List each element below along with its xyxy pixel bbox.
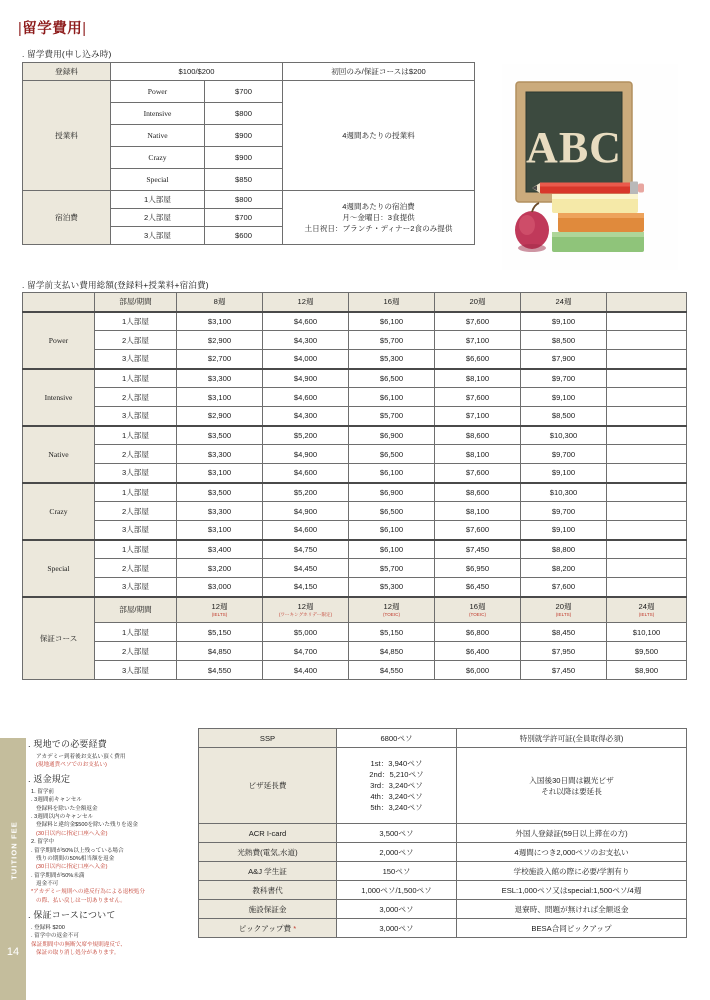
table-row xyxy=(23,623,687,642)
guarantee-week-header: 16週 (TOEIC) xyxy=(435,597,521,623)
room-type: 3人部屋 xyxy=(95,407,177,426)
price-cell: $5,700 xyxy=(349,331,435,350)
table-row xyxy=(23,407,687,426)
price-cell: $6,900 xyxy=(349,483,435,502)
price-cell: $3,300 xyxy=(177,369,263,388)
expense-item-label: A&J 学生証 xyxy=(199,862,337,881)
table-row xyxy=(23,350,687,369)
price-cell: $2,700 xyxy=(177,350,263,369)
price-cell: $5,000 xyxy=(263,623,349,642)
guarantee-week-subnote: (TOEIC) xyxy=(468,612,486,618)
price-cell: $4,300 xyxy=(263,407,349,426)
price-cell: $7,100 xyxy=(435,407,521,426)
blank-cell xyxy=(607,369,687,388)
price-cell: $3,400 xyxy=(177,540,263,559)
table-row xyxy=(23,191,475,209)
price-cell: $4,700 xyxy=(263,642,349,661)
course-name: Crazy xyxy=(111,147,205,169)
price-cell: $9,100 xyxy=(521,464,607,483)
table-row xyxy=(23,63,475,81)
expense-amount: 150ペソ xyxy=(337,862,457,881)
notes-line: . 留学中の返金不可 xyxy=(31,933,79,940)
price-cell: $4,000 xyxy=(263,350,349,369)
room-type: 2人部屋 xyxy=(95,559,177,578)
room-type: 3人部屋 xyxy=(95,464,177,483)
price-cell: $3,100 xyxy=(177,521,263,540)
notes-line: 2. 留学中 xyxy=(31,839,55,846)
price-cell: $6,600 xyxy=(435,350,521,369)
notes-line: . 留学期間が50%以上残っている場合 xyxy=(31,847,124,854)
course-price: $900 xyxy=(205,147,283,169)
price-cell: $6,500 xyxy=(349,502,435,521)
course-name: Power xyxy=(111,81,205,103)
price-cell: $4,150 xyxy=(263,578,349,597)
expense-amount: 3,000ペソ xyxy=(337,919,457,938)
registration-fee-value: $100/$200 xyxy=(111,63,283,81)
room-type: 1人部屋 xyxy=(95,312,177,331)
notes-panel xyxy=(28,738,194,957)
room-type: 2人部屋 xyxy=(95,331,177,350)
room-type: 1人部屋 xyxy=(95,540,177,559)
page-title xyxy=(18,17,87,38)
price-cell: $4,300 xyxy=(263,331,349,350)
table-row xyxy=(199,729,687,748)
expense-item-label: SSP xyxy=(199,729,337,748)
guarantee-week-subnote: (IELTS) xyxy=(211,612,228,618)
blank-cell xyxy=(607,578,687,597)
title-bar-right: | xyxy=(82,21,87,37)
guarantee-week-header: 12週 (TOEIC) xyxy=(349,597,435,623)
course-price: $900 xyxy=(205,125,283,147)
table-row xyxy=(23,642,687,661)
price-cell: $2,900 xyxy=(177,331,263,350)
price-cell: $3,200 xyxy=(177,559,263,578)
course-name: Intensive xyxy=(111,103,205,125)
table-row xyxy=(199,748,687,824)
room-type: 2人部屋 xyxy=(95,502,177,521)
room-type: 1人部屋 xyxy=(95,623,177,642)
blank-cell xyxy=(607,312,687,331)
room-period-header: 部屋/期間 xyxy=(95,597,177,623)
price-cell: $9,100 xyxy=(521,521,607,540)
price-cell: $4,850 xyxy=(349,642,435,661)
price-cell: $7,600 xyxy=(435,521,521,540)
price-cell: $3,100 xyxy=(177,388,263,407)
expense-amount: 1,000ペソ/1,500ペソ xyxy=(337,881,457,900)
price-cell: $9,700 xyxy=(521,445,607,464)
page-title-text: 留学費用 xyxy=(22,21,83,37)
blank-cell xyxy=(607,350,687,369)
price-cell: $3,300 xyxy=(177,502,263,521)
table-row xyxy=(23,578,687,597)
expense-amount: 3,500ペソ xyxy=(337,824,457,843)
notes-line: 残りの期間の50%相当額を返金 xyxy=(36,855,115,862)
price-cell: $6,450 xyxy=(435,578,521,597)
price-cell: $9,100 xyxy=(521,388,607,407)
price-cell: $8,600 xyxy=(435,426,521,445)
notes-heading: . 保証コースについて xyxy=(28,910,116,921)
notes-heading: . 現地での必要経費 xyxy=(28,739,108,749)
price-cell: $6,400 xyxy=(435,642,521,661)
price-cell: $10,300 xyxy=(521,426,607,445)
price-cell: $8,100 xyxy=(435,502,521,521)
table-row xyxy=(23,559,687,578)
price-cell: $3,500 xyxy=(177,483,263,502)
expense-description: BESA合同ピックアップ xyxy=(457,919,687,938)
course-name: Native xyxy=(23,426,95,483)
application-fee-table xyxy=(22,62,475,245)
table-row xyxy=(23,369,687,388)
price-cell: $3,500 xyxy=(177,426,263,445)
blank-cell xyxy=(607,540,687,559)
notes-line: の際、払い戻しは一切ありません。 xyxy=(36,897,126,904)
week-column-header: 8週 xyxy=(177,293,263,312)
price-cell: $9,700 xyxy=(521,369,607,388)
page-number: 14 xyxy=(6,946,20,958)
expense-amount: 6800ペソ xyxy=(337,729,457,748)
price-cell: $8,900 xyxy=(607,661,687,680)
price-cell: $9,500 xyxy=(607,642,687,661)
course-price: $700 xyxy=(205,81,283,103)
blank-cell xyxy=(607,483,687,502)
price-cell: $4,400 xyxy=(263,661,349,680)
notes-line: 1. 留学前 xyxy=(31,788,55,795)
price-cell: $5,300 xyxy=(349,350,435,369)
price-cell: $7,600 xyxy=(435,464,521,483)
notes-line: 返金不可 xyxy=(36,881,59,888)
price-cell: $6,800 xyxy=(435,623,521,642)
price-cell: $8,100 xyxy=(435,445,521,464)
guarantee-week-subnote: (ワーキングホリデー限定) xyxy=(278,612,333,618)
price-cell: $8,500 xyxy=(521,407,607,426)
room-type: 2人部屋 xyxy=(111,209,205,227)
expense-description: 学校施設入館の際に必要/学割有り xyxy=(457,862,687,881)
price-cell: $10,100 xyxy=(607,623,687,642)
notes-line: *アカデミー規則への違反行為による退校処分 xyxy=(31,889,145,896)
notes-line: アカデミー到着後お支払い頂く費用 xyxy=(36,753,126,760)
week-column-header: 12週 xyxy=(263,293,349,312)
table-row xyxy=(23,331,687,350)
notes-line: 保証期間中の無断欠席や規則違反で、 xyxy=(31,941,126,948)
expense-item-label: ACR I-card xyxy=(199,824,337,843)
price-cell: $7,600 xyxy=(435,388,521,407)
price-cell: $7,100 xyxy=(435,331,521,350)
blank-cell xyxy=(607,445,687,464)
local-expenses-peso-table xyxy=(198,728,687,938)
blank-cell xyxy=(607,331,687,350)
lodging-fee-note: 4週間あたりの宿泊費 月～金曜日：3食提供 土日祝日：ブランチ・ディナー2食のみ提供 xyxy=(283,191,475,245)
price-cell: $4,600 xyxy=(263,464,349,483)
expense-description: 入国後30日間は観光ビザ それ以降は要延長 xyxy=(457,748,687,824)
notes-line: . 留学期間が50%未満 xyxy=(31,872,85,879)
course-name: Intensive xyxy=(23,369,95,426)
price-cell: $6,100 xyxy=(349,388,435,407)
blank-cell xyxy=(607,521,687,540)
price-cell: $7,450 xyxy=(521,661,607,680)
expense-amount: 3,000ペソ xyxy=(337,900,457,919)
price-cell: $6,950 xyxy=(435,559,521,578)
course-name: Special xyxy=(111,169,205,191)
table-row xyxy=(199,900,687,919)
week-column-header: 20週 xyxy=(435,293,521,312)
room-type: 3人部屋 xyxy=(95,521,177,540)
price-cell: $4,550 xyxy=(177,661,263,680)
notes-heading: . 返金規定 xyxy=(28,774,71,785)
room-type: 3人部屋 xyxy=(95,350,177,369)
expense-amount: 1st：3,940ペソ 2nd：5,210ペソ 3rd：3,240ペソ 4th：3,240ペソ 5th：3,240ペソ xyxy=(337,748,457,824)
course-name: Power xyxy=(23,312,95,369)
table-row xyxy=(23,661,687,680)
table-row xyxy=(23,502,687,521)
blank-cell xyxy=(607,426,687,445)
table-row xyxy=(199,919,687,938)
price-cell: $5,200 xyxy=(263,426,349,445)
price-cell: $7,450 xyxy=(435,540,521,559)
section1-caption: . 留学費用(申し込み時) xyxy=(22,49,112,59)
table-row xyxy=(23,464,687,483)
price-cell: $6,100 xyxy=(349,464,435,483)
price-cell: $5,700 xyxy=(349,559,435,578)
price-cell: $6,100 xyxy=(349,312,435,331)
price-cell: $6,100 xyxy=(349,521,435,540)
price-cell: $4,850 xyxy=(177,642,263,661)
photo-illustration xyxy=(502,64,678,270)
table-header-row xyxy=(23,293,687,312)
week-column-header: 16週 xyxy=(349,293,435,312)
guarantee-course-name: 保証コース xyxy=(23,597,95,680)
table-row xyxy=(23,388,687,407)
expense-item-label: ピックアップ費 * xyxy=(199,919,337,938)
table-header-row xyxy=(23,597,687,623)
table-row xyxy=(199,862,687,881)
price-cell: $8,800 xyxy=(521,540,607,559)
price-cell: $6,000 xyxy=(435,661,521,680)
notes-line: (現地通貨ペソでのお支払い) xyxy=(36,761,107,768)
guarantee-week-header: 24週 (IELTS) xyxy=(607,597,687,623)
room-type: 1人部屋 xyxy=(95,483,177,502)
notes-line: (30日以内に指定口座へ入金) xyxy=(36,864,108,871)
expense-description: 4週間につき2,000ペソのお支払い xyxy=(457,843,687,862)
table-row xyxy=(23,483,687,502)
blackboard-abc-books-apple-photo xyxy=(502,64,678,270)
notes-line: . 3週間以内のキャンセル xyxy=(31,813,94,820)
sidebar-section-label: TUITION FEE xyxy=(9,821,19,880)
price-cell: $10,300 xyxy=(521,483,607,502)
room-type: 3人部屋 xyxy=(111,227,205,245)
tuition-fee-note: 4週間あたりの授業料 xyxy=(283,81,475,191)
price-cell: $4,600 xyxy=(263,388,349,407)
price-cell: $8,200 xyxy=(521,559,607,578)
guarantee-week-header: 20週 (IELTS) xyxy=(521,597,607,623)
corner-cell xyxy=(23,293,95,312)
price-cell: $8,100 xyxy=(435,369,521,388)
room-type: 3人部屋 xyxy=(95,661,177,680)
blank-column-header xyxy=(607,293,687,312)
price-cell: $5,150 xyxy=(177,623,263,642)
table-row xyxy=(199,881,687,900)
price-cell: $2,900 xyxy=(177,407,263,426)
notes-line: 保証の取り消し処分があります。 xyxy=(36,949,120,956)
tuition-fee-label: 授業料 xyxy=(23,81,111,191)
price-cell: $4,900 xyxy=(263,369,349,388)
table-row xyxy=(23,540,687,559)
guarantee-week-header: 12週 (IELTS) xyxy=(177,597,263,623)
notes-line: (30日以内に指定口座へ入金) xyxy=(36,830,108,837)
table-row xyxy=(23,81,475,103)
price-cell: $3,000 xyxy=(177,578,263,597)
registration-fee-note: 初回のみ/保証コースは$200 xyxy=(283,63,475,81)
room-type: 2人部屋 xyxy=(95,388,177,407)
svg-text:ABC: ABC xyxy=(526,123,622,172)
room-type: 1人部屋 xyxy=(95,426,177,445)
title-bar-left: | xyxy=(18,21,23,37)
price-cell: $6,900 xyxy=(349,426,435,445)
course-name: Crazy xyxy=(23,483,95,540)
price-cell: $4,600 xyxy=(263,521,349,540)
notes-line: . 登録料 $200 xyxy=(31,924,65,931)
price-cell: $7,600 xyxy=(521,578,607,597)
expense-item-label: 光熱費(電気,水道) xyxy=(199,843,337,862)
room-type: 3人部屋 xyxy=(95,578,177,597)
blank-cell xyxy=(607,407,687,426)
room-price: $800 xyxy=(205,191,283,209)
price-cell: $5,200 xyxy=(263,483,349,502)
price-cell: $6,100 xyxy=(349,540,435,559)
price-cell: $6,500 xyxy=(349,369,435,388)
room-price: $600 xyxy=(205,227,283,245)
price-cell: $6,500 xyxy=(349,445,435,464)
course-name: Special xyxy=(23,540,95,597)
price-cell: $7,600 xyxy=(435,312,521,331)
price-cell: $7,900 xyxy=(521,350,607,369)
notes-line: 登録料と違約金$500を除いた残りを返金 xyxy=(36,822,138,829)
guarantee-week-subnote: (IELTS) xyxy=(555,612,572,618)
table-row xyxy=(199,824,687,843)
price-cell: $3,100 xyxy=(177,312,263,331)
table-row xyxy=(23,521,687,540)
price-cell: $7,950 xyxy=(521,642,607,661)
price-cell: $4,900 xyxy=(263,445,349,464)
price-cell: $8,600 xyxy=(435,483,521,502)
price-cell: $9,700 xyxy=(521,502,607,521)
course-price: $850 xyxy=(205,169,283,191)
price-cell: $4,900 xyxy=(263,502,349,521)
course-name: Native xyxy=(111,125,205,147)
price-cell: $4,600 xyxy=(263,312,349,331)
room-period-header: 部屋/期間 xyxy=(95,293,177,312)
room-type: 2人部屋 xyxy=(95,445,177,464)
blank-cell xyxy=(607,464,687,483)
table-row xyxy=(23,426,687,445)
expense-description: 退寮時、問題が無ければ全額返金 xyxy=(457,900,687,919)
expense-item-label: 施設保証金 xyxy=(199,900,337,919)
expense-item-label: 教科書代 xyxy=(199,881,337,900)
expense-item-label: ビザ延長費 xyxy=(199,748,337,824)
section2-caption: . 留学前支払い費用総額(登録料+授業料+宿泊費) xyxy=(22,280,209,290)
expense-description: ESL:1,000ペソ又はspecial:1,500ペソ/4週 xyxy=(457,881,687,900)
price-cell: $9,100 xyxy=(521,312,607,331)
course-price: $800 xyxy=(205,103,283,125)
room-type: 1人部屋 xyxy=(95,369,177,388)
expense-description: 外国人登録証(59日以上滞在の方) xyxy=(457,824,687,843)
price-cell: $4,750 xyxy=(263,540,349,559)
room-type: 1人部屋 xyxy=(111,191,205,209)
table-row xyxy=(23,445,687,464)
price-cell: $3,300 xyxy=(177,445,263,464)
room-price: $700 xyxy=(205,209,283,227)
asterisk-icon: * xyxy=(293,923,297,933)
price-cell: $5,150 xyxy=(349,623,435,642)
price-cell: $4,550 xyxy=(349,661,435,680)
table-row xyxy=(199,843,687,862)
table-row xyxy=(23,312,687,331)
total-prepayment-fee-table xyxy=(22,292,687,680)
blank-cell xyxy=(607,388,687,407)
price-cell: $8,450 xyxy=(521,623,607,642)
room-type: 2人部屋 xyxy=(95,642,177,661)
notes-line: . 3週間前キャンセル xyxy=(31,797,82,804)
registration-fee-label: 登録料 xyxy=(23,63,111,81)
price-cell: $5,700 xyxy=(349,407,435,426)
blank-cell xyxy=(607,502,687,521)
guarantee-week-subnote: (IELTS) xyxy=(638,612,655,618)
week-column-header: 24週 xyxy=(521,293,607,312)
expense-amount: 2,000ペソ xyxy=(337,843,457,862)
guarantee-week-header: 12週 (ワーキングホリデー限定) xyxy=(263,597,349,623)
notes-line: 登録料を除いた全額返金 xyxy=(36,805,98,812)
price-cell: $4,450 xyxy=(263,559,349,578)
left-sidebar-band xyxy=(0,738,26,1000)
expense-description: 特別就学許可証(全員取得必須) xyxy=(457,729,687,748)
price-cell: $5,300 xyxy=(349,578,435,597)
price-cell: $3,100 xyxy=(177,464,263,483)
lodging-fee-label: 宿泊費 xyxy=(23,191,111,245)
price-cell: $8,500 xyxy=(521,331,607,350)
blank-cell xyxy=(607,559,687,578)
guarantee-week-subnote: (TOEIC) xyxy=(382,612,400,618)
